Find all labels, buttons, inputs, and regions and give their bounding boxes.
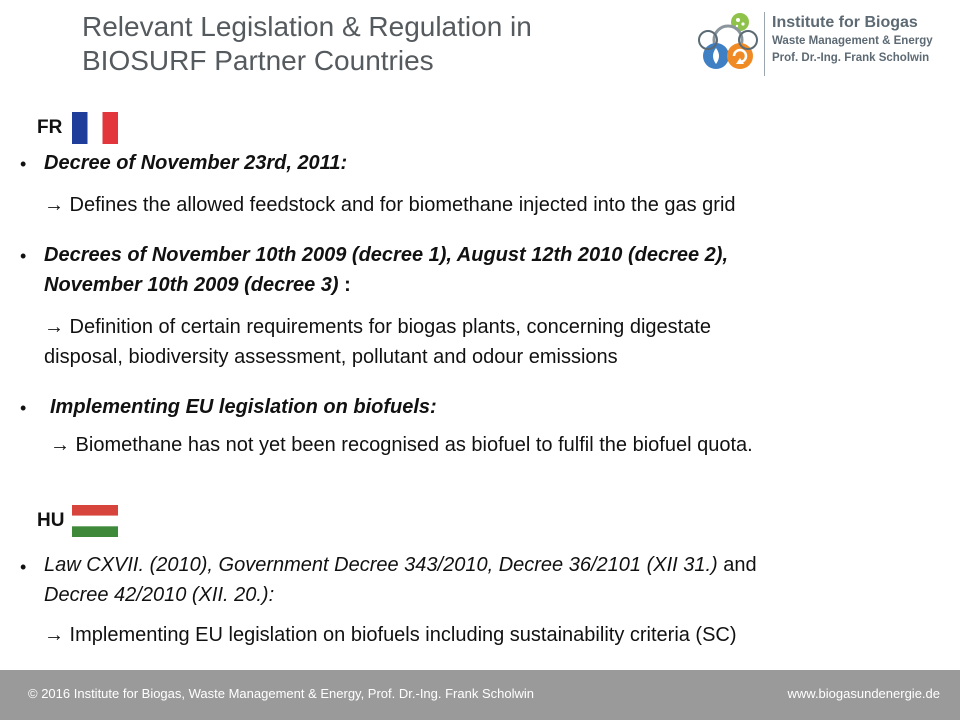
logo-divider [764,12,765,76]
decree-title-line-1: Decrees of November 10th 2009 (decree 1), August 12th 2010 (decree 2), [44,244,729,266]
title-line-2: BIOSURF Partner Countries [82,45,434,76]
fr-item-1-title [44,148,924,178]
logo-text [772,12,950,67]
hu-item-1-detail [44,620,924,650]
decree-title: Decree of November 23rd, 2011: [44,152,348,174]
law-title-plain: and [717,554,757,576]
fr-item-2-title [44,240,924,300]
detail-line-1: Definition of certain requirements for biogas plants, concerning digestate [64,316,712,338]
hungary-flag-icon [72,505,118,542]
arrow-right-icon: → [44,624,64,646]
arrow-right-icon: → [44,194,64,216]
title-line-1: Relevant Legislation & Regulation in [82,11,532,42]
footer-bar [0,670,960,720]
footer-copyright: © 2016 Institute for Biogas, Waste Management & Energy, Prof. Dr.-Ing. Frank Scholwin [28,686,534,701]
bullet: • [20,398,27,418]
institute-logo [688,10,950,80]
fr-item-3-title [50,392,930,422]
law-title-italic: Law CXVII. (2010), Government Decree 343/2010, Decree 36/2101 (XII 31.) [44,554,718,576]
footer-website-link[interactable]: www.biogasundenergie.de [787,686,940,701]
detail-text: Defines the allowed feedstock and for biomethane injected into the gas grid [64,194,736,216]
law-title-italic-2: Decree 42/2010 (XII. 20.): [44,584,275,606]
fr-item-3-detail [50,430,930,460]
arrow-right-icon: → [50,434,70,456]
fr-item-1-detail [44,190,924,220]
detail-text: Biomethane has not yet been recognised as biofuel to fulfil the biofuel quota. [70,434,753,456]
decree-title: Implementing EU legislation on biofuels: [50,396,437,418]
decree-title-line-2: November 10th 2009 (decree 3) [44,274,339,296]
bullet: • [20,557,27,577]
bullet: • [20,246,27,266]
country-code-fr: FR [37,117,63,138]
france-flag-icon [72,112,118,149]
detail-text: Implementing EU legislation on biofuels including sustainability criteria (SC) [64,624,737,646]
bullet: • [20,154,27,174]
logo-line-3: Prof. Dr.-Ing. Frank Scholwin [772,52,930,64]
detail-line-2: disposal, biodiversity assessment, pollutant and odour emissions [44,346,618,368]
arrow-right-icon: → [44,316,64,338]
logo-line-1: Institute for Biogas [772,14,918,31]
decree-title-suffix: : [338,274,351,296]
biogas-logo-icon [688,10,764,80]
page-title [82,10,642,78]
hu-item-1-title [44,550,924,610]
fr-item-2-detail [44,312,924,372]
logo-line-2: Waste Management & Energy [772,35,933,47]
country-code-hu: HU [37,510,65,531]
